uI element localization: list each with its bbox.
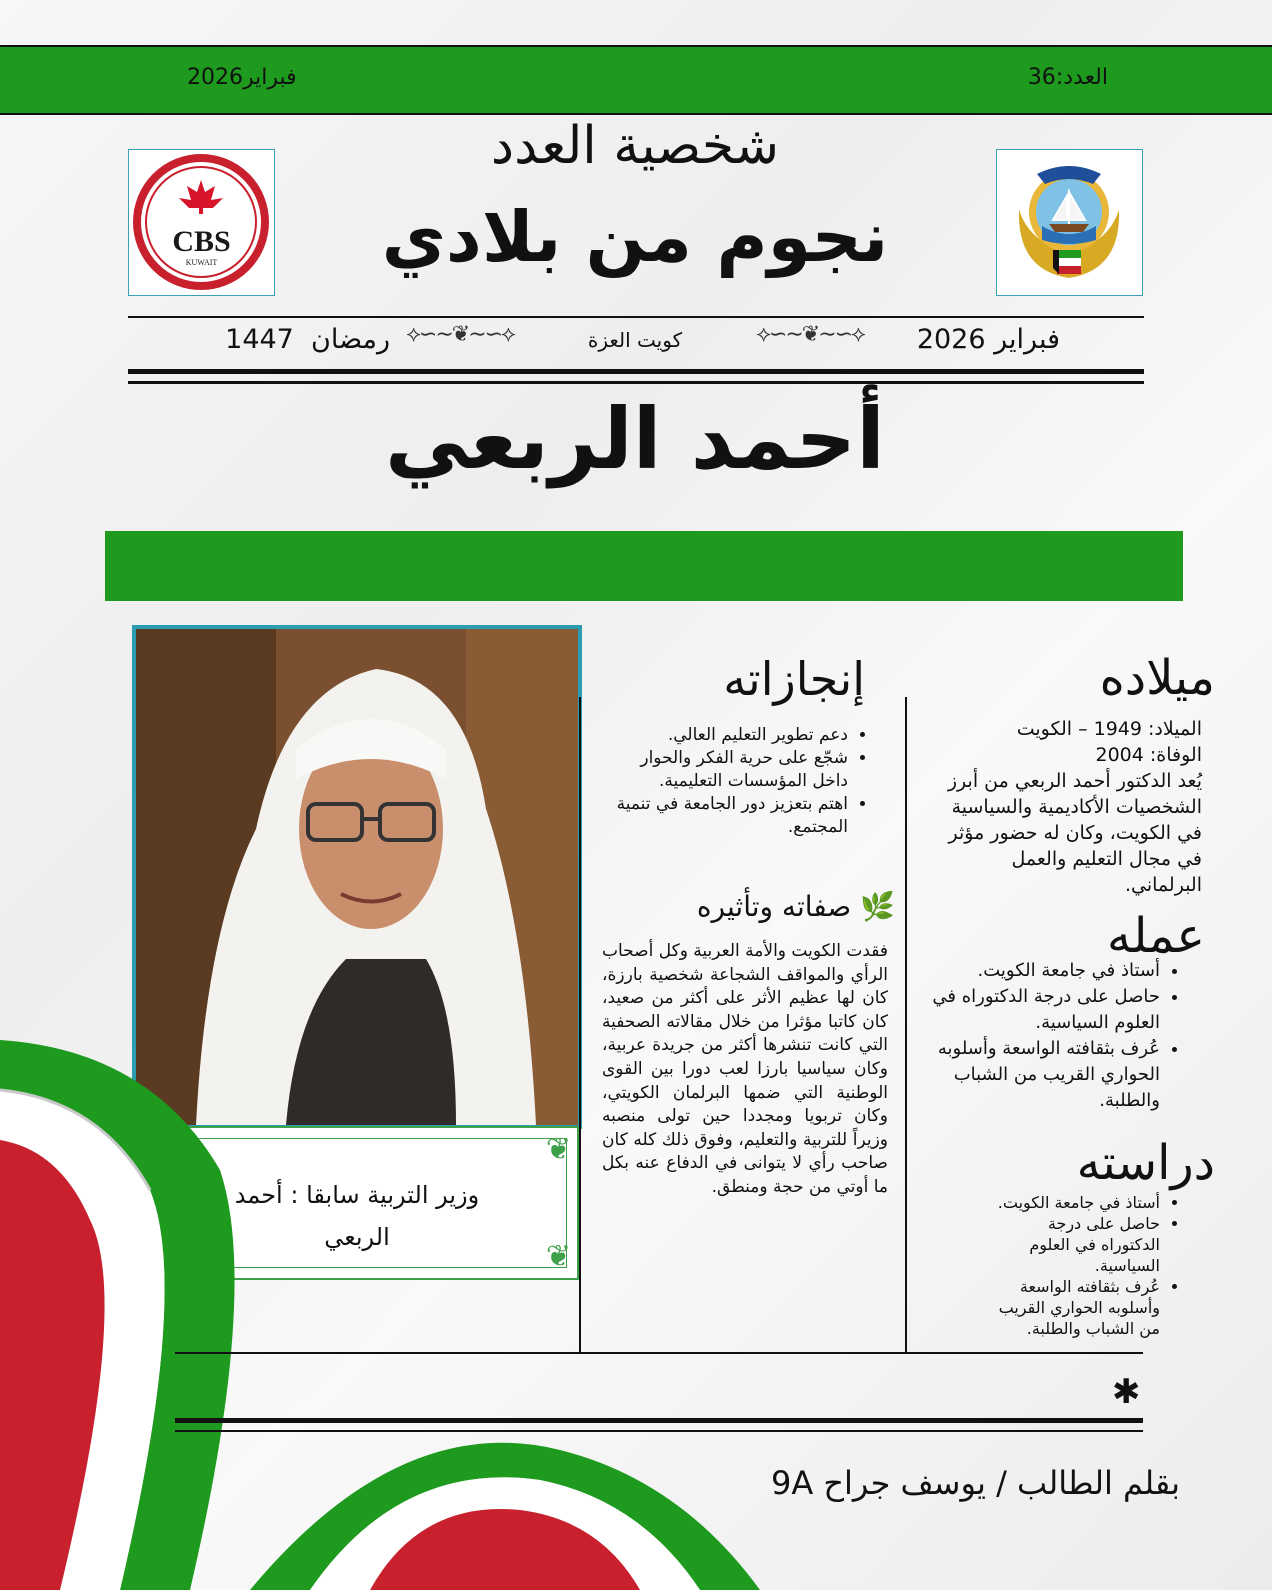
birth-section <box>930 716 1202 898</box>
person-name: أحمد الربعي <box>385 390 885 488</box>
cbs-logo-box <box>128 149 275 296</box>
birth-heading: ميلاده <box>1099 650 1215 706</box>
ornament-corner-icon: ❦ <box>545 1239 571 1274</box>
author-credit: بقلم الطالب / يوسف جراح 9A <box>770 1464 1180 1502</box>
list-item: • حاصل على درجة الدكتوراه في العلوم السياسية. <box>918 984 1160 1036</box>
photo-caption: وزير التربية سابقا : أحمد الربعي <box>234 1181 480 1251</box>
list-item: • عُرف بثقافته الواسعة وأسلوبه الحواري القريب من الشباب والطلبة. <box>985 1276 1160 1339</box>
achievements-heading: إنجازاته <box>723 652 865 706</box>
kuwait-emblem-box <box>996 149 1143 296</box>
cbs-logo-text: CBS <box>172 225 231 258</box>
column-divider <box>905 697 907 1352</box>
traits-paragraph: فقدت الكويت والأمة العربية وكل أصحاب الرأي والمواقف الشجاعة شخصية بارزة، كان لها عظيم الأثر على أكثر من صعيد، كان كاتبا مؤثرا من خلال مقالاته الصحفية التي كانت تنشرها أكثر من جريدة عربية، وكان سياسيا بارزا لعب دورا بين القوى الوطنية التي ضمها البرلمان الكويتي، وكان تربويا ومجددا حين تولى منصبه وزيراً للتربية والتعليم، وفوق ذلك كله كان صاحب رأي لا يتوانى في الدفاع عنه بكل ما أوتي من حجة ومنطق. <box>602 941 888 1197</box>
list-item: • اهتم بتعزيز دور الجامعة في تنمية المجتمع. <box>610 793 848 839</box>
divider-thin <box>175 1430 1143 1432</box>
sprout-icon: 🌿 <box>860 890 895 923</box>
traits-heading-row <box>620 890 895 923</box>
issue-number: العدد:36 <box>1027 65 1108 90</box>
cbs-logo-icon <box>129 150 274 295</box>
header-title: نجوم من بلادي <box>381 196 889 278</box>
birth-line: الميلاد: 1949 – الكويت <box>1016 718 1202 740</box>
cbs-logo-subtext: KUWAIT <box>185 258 218 267</box>
study-heading: دراسته <box>1076 1135 1215 1191</box>
traits-heading: صفاته وتأثيره <box>696 890 852 923</box>
list-item: • دعم تطوير التعليم العالي. <box>610 724 848 747</box>
header-subtitle: شخصية العدد <box>490 116 780 176</box>
kuwait-emblem-icon <box>997 150 1142 295</box>
column-divider <box>579 697 581 1352</box>
divider-thick <box>128 369 1144 374</box>
birth-paragraph: يُعد الدكتور أحمد الربعي من أبرز الشخصيات الأكاديمية والسياسية في الكويت، وكان له حضور مؤثر في مجال التعليم والعمل البرلماني. <box>947 770 1202 896</box>
ornament-icon: ⟡∼∽❦∽∼⟡ <box>756 322 864 347</box>
issue-date: فبراير2026 <box>187 65 297 90</box>
top-bar <box>0 45 1272 115</box>
divider-thick <box>175 1418 1143 1423</box>
gregorian-date: فبراير 2026 <box>916 324 1060 355</box>
hijri-date: رمضان 1447 <box>225 324 390 355</box>
list-item: • أستاذ في جامعة الكويت. <box>985 1192 1160 1213</box>
divider-line <box>175 1352 1143 1354</box>
work-heading: عمله <box>1106 908 1205 964</box>
green-banner <box>105 531 1183 601</box>
ornament-icon-2: ⟡∼∽❦∽∼⟡ <box>406 322 514 347</box>
ornament-corner-icon: ❦ <box>545 1132 571 1167</box>
death-line: الوفاة: 2004 <box>1095 744 1202 766</box>
list-item: • أستاذ في جامعة الكويت. <box>918 958 1160 984</box>
divider-thin <box>128 381 1144 384</box>
center-text: كويت العزة <box>587 328 683 352</box>
achievements-list <box>610 724 870 839</box>
work-list <box>918 958 1182 1114</box>
list-item: • حاصل على درجة الدكتوراه في العلوم السياسية. <box>985 1213 1160 1276</box>
study-list <box>985 1192 1182 1339</box>
divider-line <box>128 316 1144 318</box>
asterisk-icon: ✱ <box>1112 1372 1141 1412</box>
list-item: • شجّع على حرية الفكر والحوار داخل المؤسسات التعليمية. <box>610 747 848 793</box>
list-item: • عُرف بثقافته الواسعة وأسلوبه الحواري القريب من الشباب والطلبة. <box>918 1036 1160 1114</box>
